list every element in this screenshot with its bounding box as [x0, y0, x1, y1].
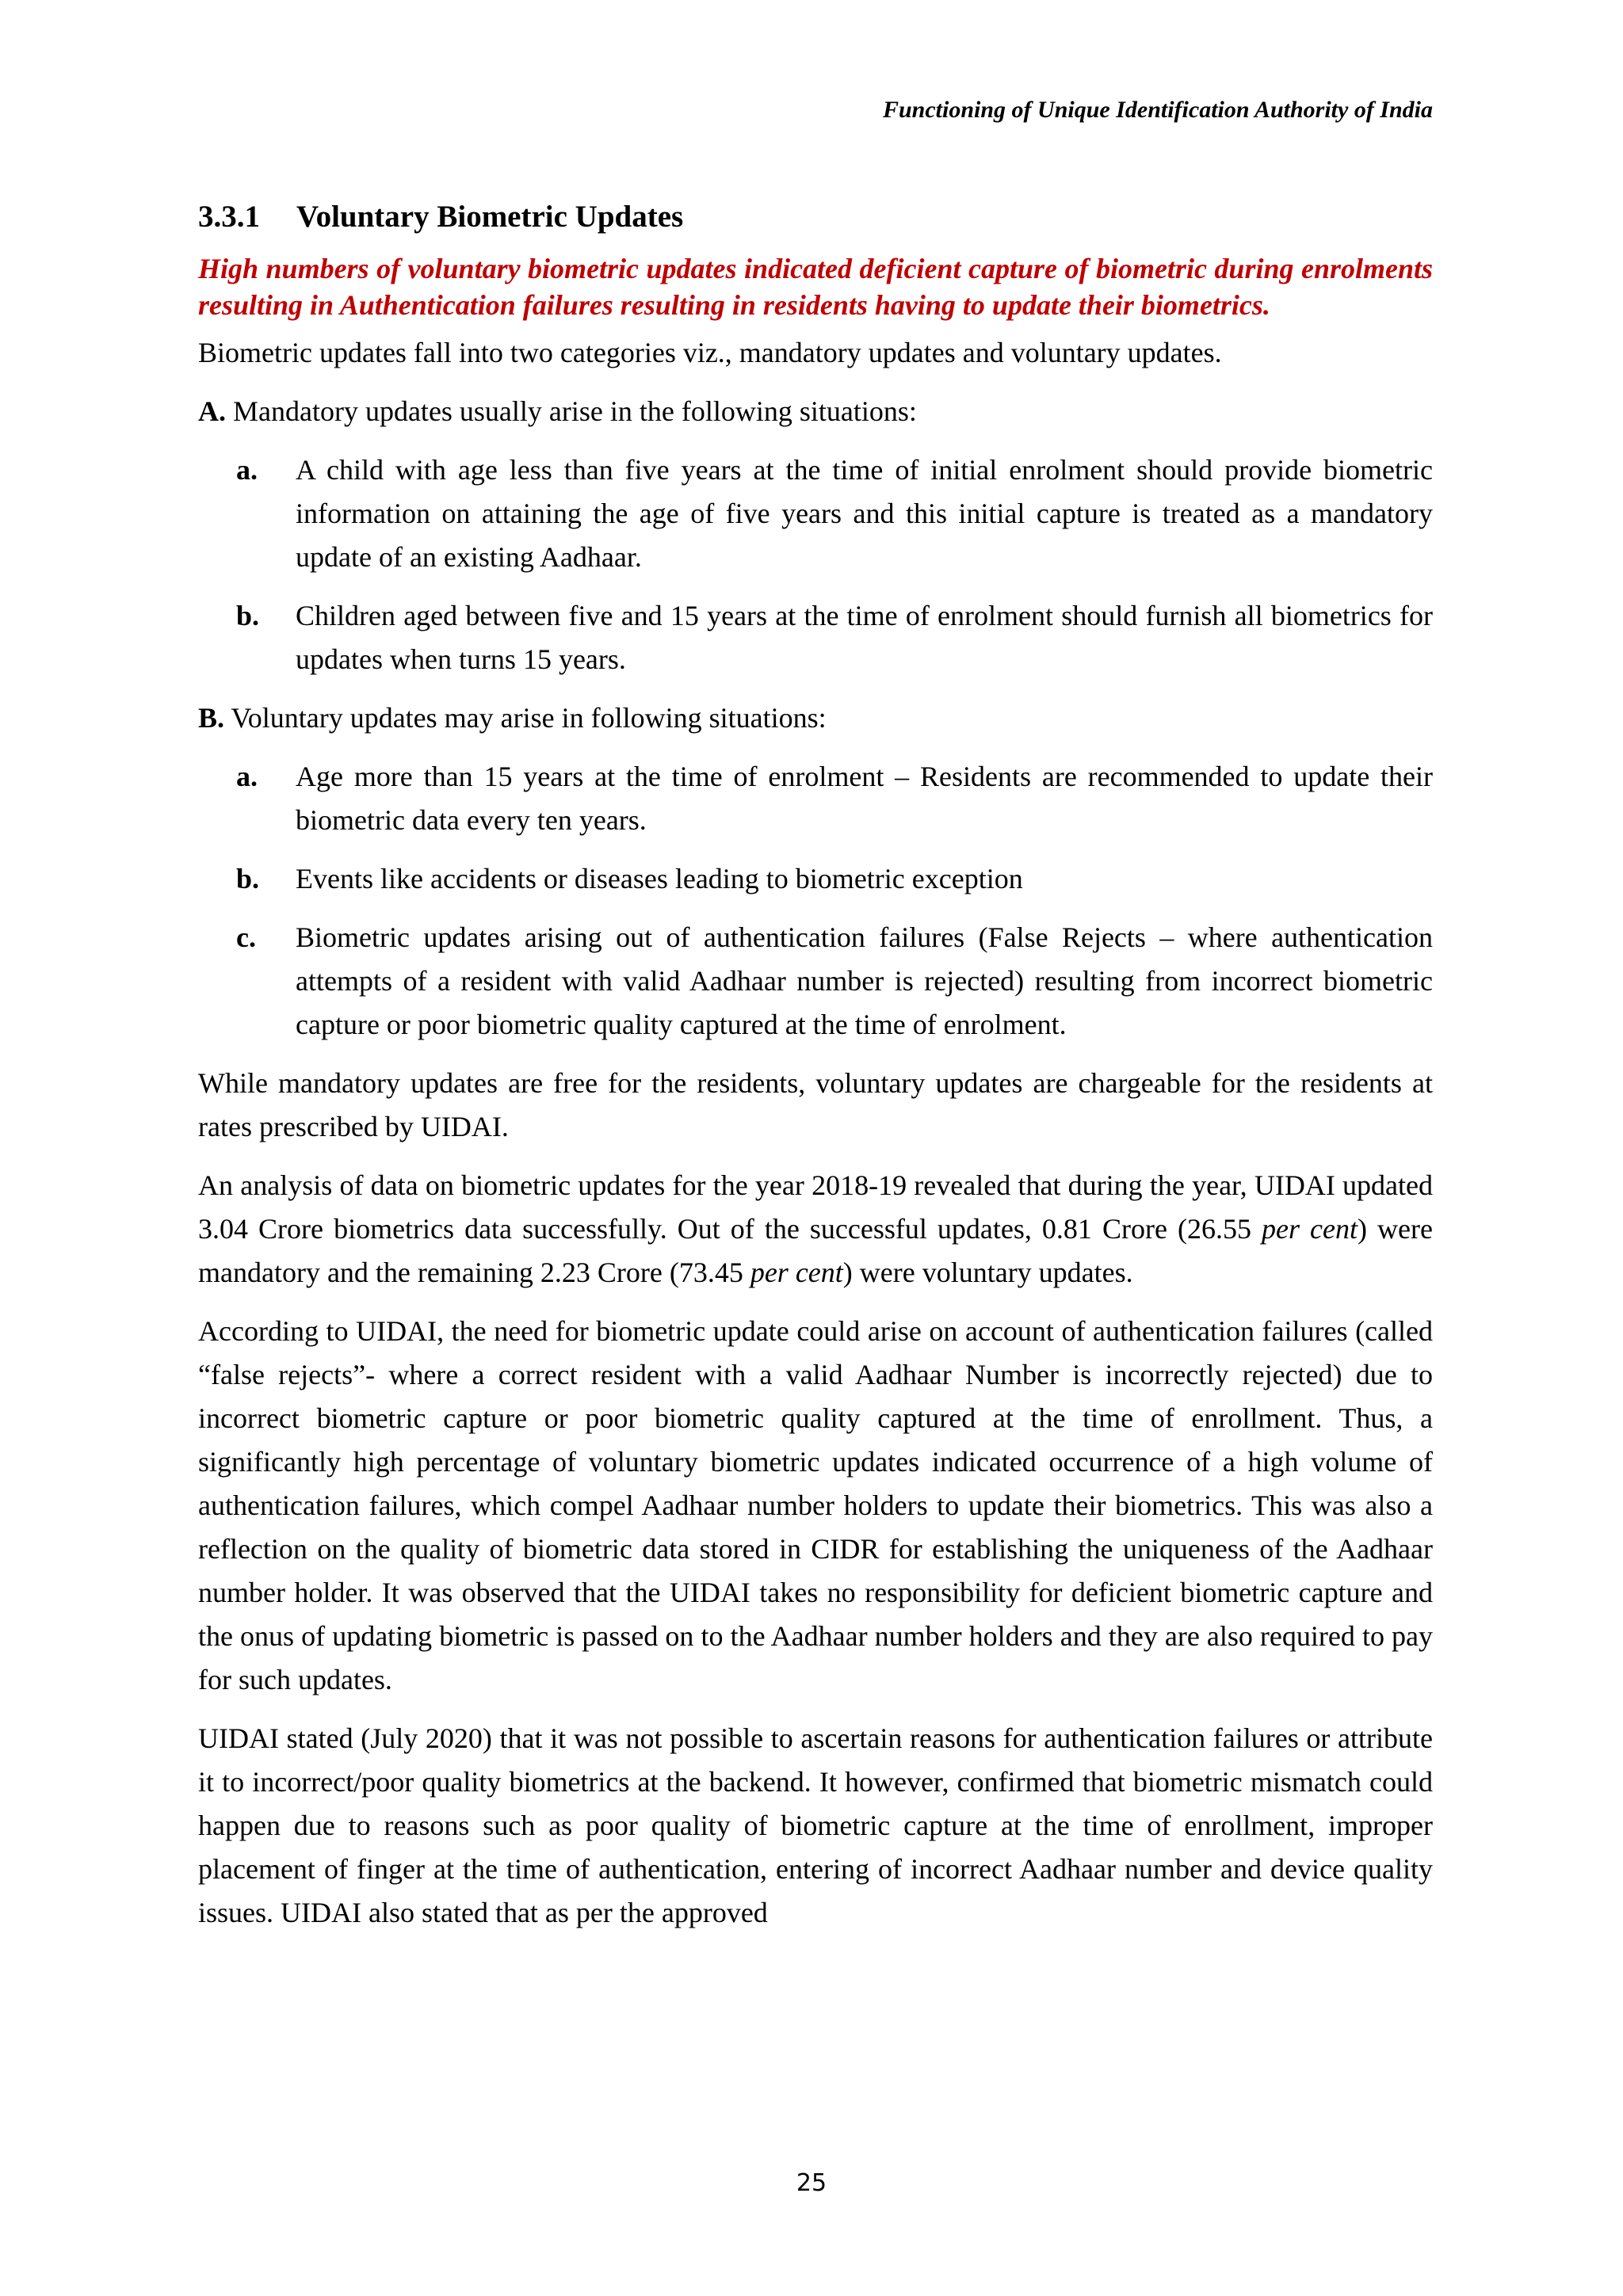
list-item-text: A child with age less than five years at the time of initial enrolment should provide biometric information on attaining the age of five years and this initial capture is treated as a mandatory update of an existing Aadhaar. — [296, 454, 1433, 573]
audit-finding: High numbers of voluntary biometric updates indicated deficient capture of biometric during enrolments resulting in Authentication failures resulting in residents having to update their biometrics. — [198, 253, 1433, 321]
running-header: Functioning of Unique Identification Authority of India — [882, 97, 1433, 123]
page-number: 25 — [796, 2169, 827, 2197]
list-marker: b. — [236, 863, 260, 894]
list-item — [198, 594, 1433, 681]
list-marker: a. — [236, 454, 258, 486]
uidai-need-paragraph: According to UIDAI, the need for biometric update could arise on account of authentication failures (called “false rejects”- where a correct resident with a valid Aadhaar Number is incorrectly rejected) due to incorrect biometric capture or poor biometric quality captured at the time of enrollment. Thus, a significantly high percentage of voluntary biometric updates indicated occurrence of a high volume of authentication failures, which compel Aadhaar number holders to update their biometrics. This was also a reflection on the quality of biometric data stored in CIDR for establishing the uniqueness of the Aadhaar number holder. It was observed that the UIDAI takes no responsibility for deficient biometric capture and the onus of updating biometric is passed on to the Aadhaar number holders and they are also required to pay for such updates. — [198, 1315, 1433, 1695]
section-number: 3.3.1 — [198, 200, 260, 234]
list-item — [198, 916, 1433, 1047]
list-item — [198, 857, 1433, 901]
analysis-text-3: ) were voluntary updates. — [842, 1257, 1133, 1288]
list-item — [198, 448, 1433, 579]
list-marker: b. — [236, 600, 260, 631]
uidai-stated-paragraph: UIDAI stated (July 2020) that it was not possible to ascertain reasons for authentication failures or attribute it to incorrect/poor quality biometrics at the backend. It however, confirmed that biometric mismatch could happen due to reasons such as poor quality of biometric capture at the time of enrollment, improper placement of finger at the time of authentication, entering of incorrect Aadhaar number and device quality issues. UIDAI also stated that as per the approved — [198, 1722, 1433, 1928]
analysis-text-2: ) were mandatory and the remaining 2.23 Crore (73.45 — [198, 1213, 1433, 1288]
voluntary-heading-text: Voluntary updates may arise in following situations: — [224, 702, 827, 734]
per-cent-term: per cent — [750, 1257, 843, 1288]
section-heading — [198, 195, 1433, 239]
mandatory-lead: A. — [198, 395, 226, 427]
mandatory-heading — [198, 390, 1433, 433]
page-content — [198, 195, 1433, 1950]
intro-paragraph: Biometric updates fall into two categories viz., mandatory updates and voluntary updates. — [198, 337, 1222, 368]
list-marker: c. — [236, 921, 256, 953]
per-cent-term: per cent — [1262, 1213, 1358, 1245]
section-title: Voluntary Biometric Updates — [296, 200, 684, 234]
voluntary-heading — [198, 696, 1433, 740]
list-item-text: Children aged between five and 15 years at the time of enrolment should furnish all biometrics for updates when turns 15 years. — [296, 600, 1433, 675]
list-item-text: Events like accidents or diseases leading to biometric exception — [296, 863, 1023, 894]
list-item — [198, 755, 1433, 842]
voluntary-lead: B. — [198, 702, 225, 734]
mandatory-heading-text: Mandatory updates usually arise in the following situations: — [226, 395, 917, 427]
list-marker: a. — [236, 761, 258, 792]
analysis-paragraph — [198, 1164, 1433, 1295]
charges-paragraph: While mandatory updates are free for the residents, voluntary updates are chargeable for the residents at rates prescribed by UIDAI. — [198, 1067, 1433, 1142]
list-item-text: Age more than 15 years at the time of enrolment – Residents are recommended to update their biometric data every ten years. — [296, 761, 1433, 836]
analysis-text-1: An analysis of data on biometric updates for the year 2018-19 revealed that during the year, UIDAI updated 3.04 Crore biometrics data successfully. Out of the successful updates, 0.81 Crore (26.55 — [198, 1169, 1433, 1245]
list-item-text: Biometric updates arising out of authentication failures (False Rejects – where authentication attempts of a resident with valid Aadhaar number is rejected) resulting from incorrect biometric capture or poor biometric quality captured at the time of enrolment. — [296, 921, 1433, 1040]
